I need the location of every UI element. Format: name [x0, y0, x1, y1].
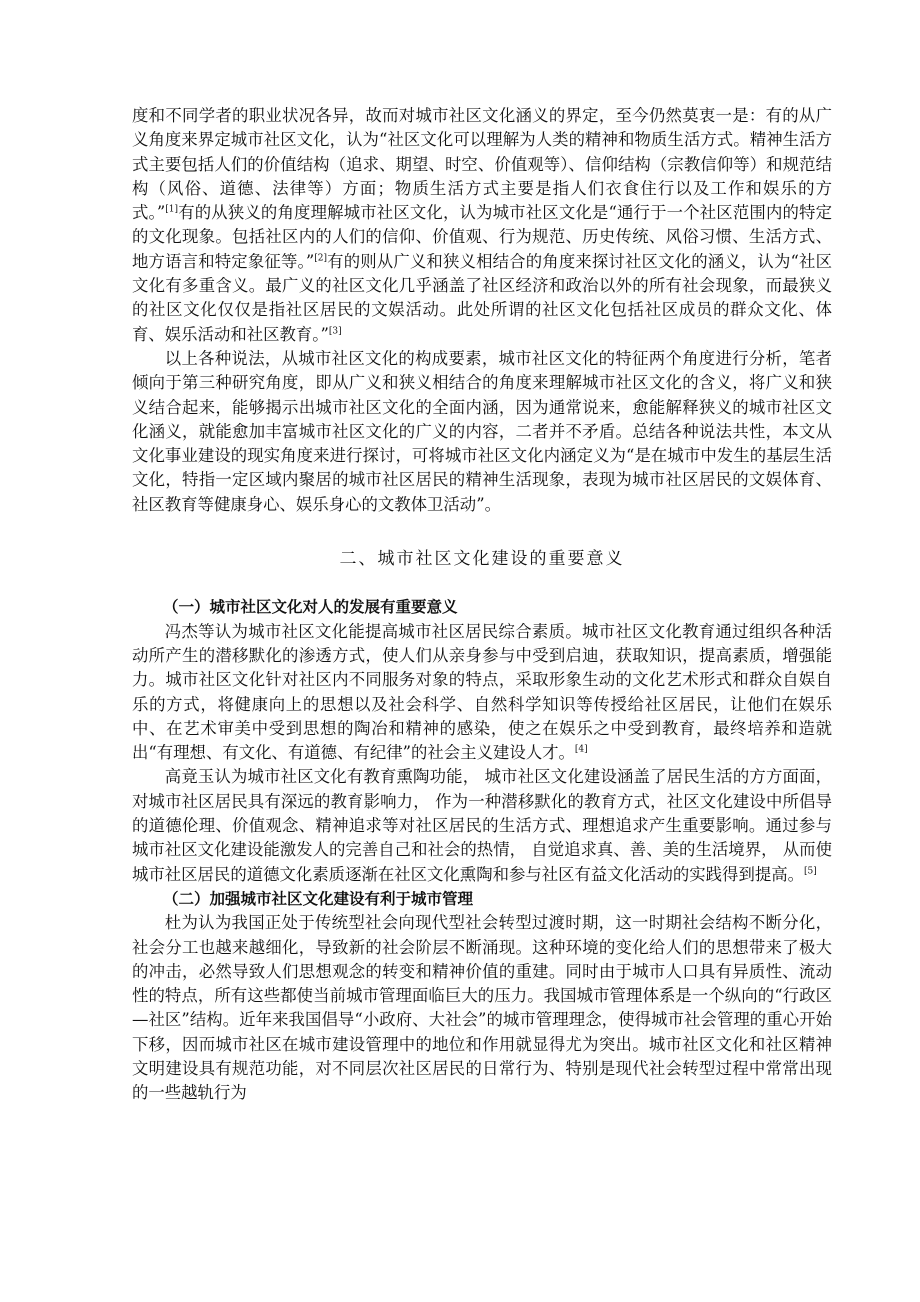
paragraph-fengjie	[132, 620, 832, 766]
text-span: 有的则从广义和狭义相结合的角度来探讨社区文化的涵义，认为“社区文化有多重含义。最广义的社区文化几乎涵盖了社区经济和政治以外的所有社会现象，而最狭义的社区文化仅仅是指社区居民的文娱活动。此处所谓的社区文化包括社区成员的群众文化、体育、娱乐活动和社区教育。”	[132, 251, 832, 344]
citation-marker: [3]	[328, 326, 342, 337]
section-heading: 二、城市社区文化建设的重要意义	[339, 549, 625, 570]
document-page	[132, 104, 832, 1106]
paragraph-definitions	[132, 104, 832, 347]
citation-marker: [2]	[314, 253, 327, 264]
subsection-heading-2: （二）加强城市社区文化建设有利于城市管理	[163, 889, 474, 908]
citation-marker: [4]	[574, 744, 588, 755]
text-span: 冯杰等认为城市社区文化能提高城市社区居民综合素质。城市社区文化教育通过组织各种活动所产生的潜移默化的渗透方式，使人们从亲身参与中受到启迪，获取知识，提高素质，增强能力。城市社区文化针对社区内不同服务对象的特点，采取形象生动的文化艺术形式和群众自娱自乐的方式，将健康向上的思想以及社会科学、自然科学知识等传授给社区居民，让他们在娱乐中、在艺术审美中受到思想的陶冶和精神的感染，使之在娱乐之中受到教育，最终培养和造就出“有理想、有文化、有道德、有纪律”的社会主义建设人才。	[132, 621, 832, 763]
citation-marker: [1]	[165, 204, 179, 215]
citation-marker: [5]	[804, 866, 817, 877]
text-span: 有的从狭义的角度理解城市社区文化，认为城市社区文化是“通行于一个社区范围内的特定的文化现象。包括社区内的人们的信仰、价值观、行为规范、历史传统、风俗习惯、生活方式、地方语言和特定象征等。”	[132, 203, 832, 271]
paragraph-author-view: 以上各种说法，从城市社区文化的构成要素，城市社区文化的特征两个角度进行分析，笔者倾向于第三种研究角度，即从广义和狭义相结合的角度来理解城市社区文化的含义，将广义和狭义结合起来，能够揭示出城市社区文化的全面内涵，因为通常说来，愈能解释狭义的城市社区文化涵义，就能愈加丰富城市社区文化的广义的内容，二者并不矛盾。总结各种说法共性，本文从文化事业建设的现实角度来进行探讨，可将城市社区文化内涵定义为“是在城市中发生的基层生活文化，特指一定区域内聚居的城市社区居民的精神生活现象，表现为城市社区居民的文娱体育、社区教育等健康身心、娱乐身心的文教体卫活动”。	[132, 348, 832, 514]
text-span: 度和不同学者的职业状况各异，故而对城市社区文化涵义的界定，至今仍然莫衷一是：有的从广义角度来界定城市社区文化，认为“社区文化可以理解为人类的精神和物质生活方式。精神生活方式主要包括人们的价值结构（追求、期望、时空、价值观等）、信仰结构（宗教信仰等）和规范结构（风俗、道德、法律等）方面；物质生活方式主要是指人们衣食住行以及工作和娱乐的方式。”	[132, 106, 832, 223]
paragraph-duwei: 杜为认为我国正处于传统型社会向现代型社会转型过渡时期，这一时期社会结构不断分化，社会分工也越来越细化，导致新的社会阶层不断涌现。这种环境的变化给人们的思想带来了极大的冲击，必然导致人们思想观念的转变和精神价值的重建。同时由于城市人口具有异质性、流动性的特点，所有这些都使当前城市管理面临巨大的压力。我国城市管理体系是一个纵向的“行政区—社区”结构。近年来我国倡导“小政府、大社会”的城市管理理念，使得城市社会管理的重心开始下移，因而城市社区在城市建设管理中的地位和作用就显得尤为突出。城市社区文化和社区精神文明建设具有规范功能，对不同层次社区居民的日常行为、特别是现代社会转型过程中常常出现的一些越轨行为	[132, 913, 832, 1103]
text-span: 高竟玉认为城市社区文化有教育熏陶功能， 城市社区文化建设涵盖了居民生活的方方面面， 对城市社区居民具有深远的教育影响力， 作为一种潜移默化的教育方式，社区文化建设中所倡导的道德伦理、价值观念、精神追求等对社区居民的生活方式、理想追求产生重要影响。通过参与城市社区文化建设能激发人的完善自己和社会的热情， 自觉追求真、善、美的生活境界， 从而使城市社区居民的道德文化素质逐渐在社区文化熏陶和参与社区有益文化活动的实践得到提高。	[132, 767, 832, 884]
subsection-heading-1: （一）城市社区文化对人的发展有重要意义	[163, 598, 458, 617]
paragraph-gaojingyu	[132, 765, 832, 886]
